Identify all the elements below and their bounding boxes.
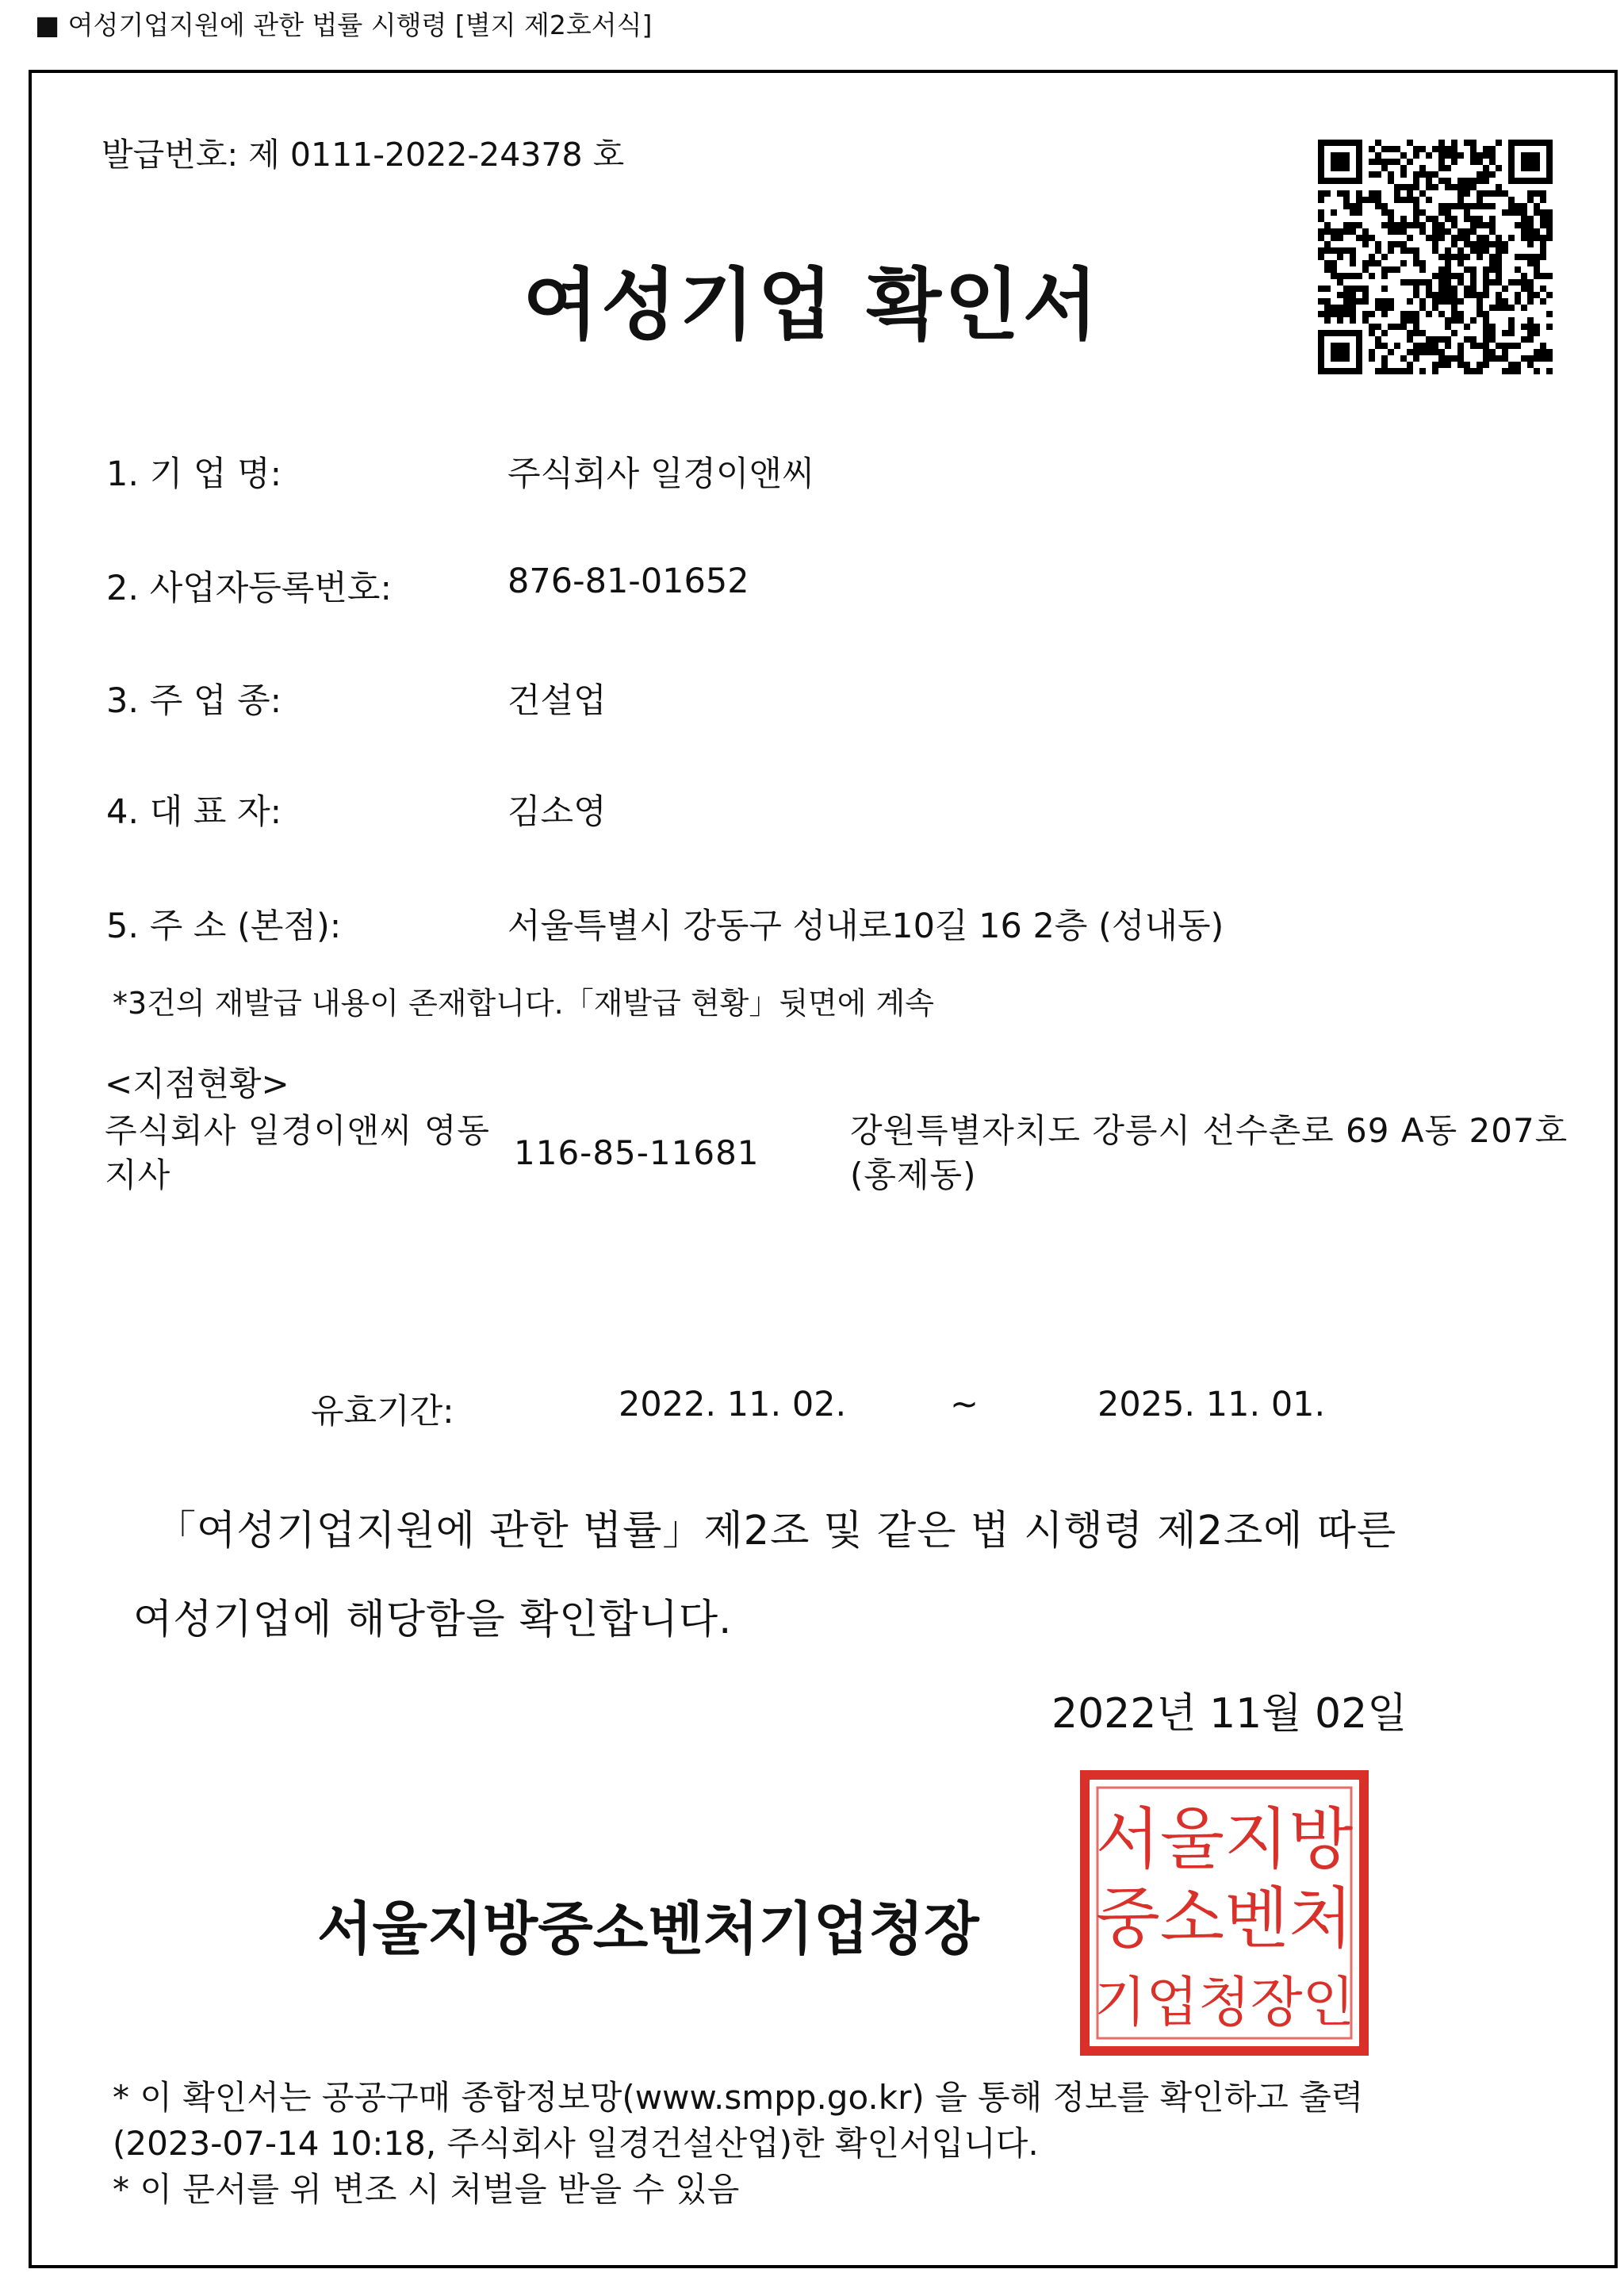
branch-address: 강원특별자치도 강릉시 선수촌로 69 A동 207호 (홍제동) bbox=[850, 1111, 1568, 1194]
field-label: 2. 사업자등록번호: bbox=[106, 569, 392, 608]
field-value: 건설업 bbox=[508, 681, 607, 721]
issue-date: 2022년 11월 02일 bbox=[1051, 1690, 1408, 1738]
seal-text: 중소벤처 bbox=[1095, 1880, 1354, 1957]
branch-name: 주식회사 일경이앤씨 영동지사 bbox=[105, 1111, 490, 1194]
seal-text: 기업청장인 bbox=[1094, 1972, 1355, 2034]
footnote: * 이 문서를 위 변조 시 처벌을 받을 수 있음 bbox=[113, 2170, 740, 2209]
footnote: * 이 확인서는 공공구매 종합정보망(www.smpp.go.kr) 을 통해 정보를 확인하고 출력 bbox=[113, 2078, 1364, 2117]
field-label: 4. 대 표 자: bbox=[106, 792, 282, 832]
field-value: 876-81-01652 bbox=[508, 562, 749, 601]
branch-reg-number: 116-85-11681 bbox=[514, 1133, 760, 1172]
official-seal-icon bbox=[1078, 1769, 1370, 2057]
field-label: 3. 주 업 종: bbox=[106, 681, 282, 721]
validity-separator: ~ bbox=[950, 1385, 979, 1424]
certificate-title: 여성기업 확인서 bbox=[523, 260, 1101, 351]
issue-number: 발급번호: 제 0111-2022-24378 호 bbox=[102, 136, 625, 174]
form-reference: ■ 여성기업지원에 관한 법률 시행령 [별지 제2호서식] bbox=[35, 10, 653, 40]
footnote: (2023-07-14 10:18, 주식회사 일경건설산업)한 확인서입니다. bbox=[113, 2124, 1039, 2163]
issuing-authority: 서울지방중소벤처기업청장 bbox=[317, 1895, 979, 1962]
field-label: 1. 기 업 명: bbox=[106, 454, 282, 494]
validity-end: 2025. 11. 01. bbox=[1097, 1385, 1326, 1424]
qr-code-icon bbox=[1318, 140, 1553, 374]
seal-text: 서울지방 bbox=[1095, 1800, 1354, 1878]
branch-header: <지점현황> bbox=[105, 1064, 289, 1103]
reissue-note: *3건의 재발급 내용이 존재합니다.「재발급 현황」뒷면에 계속 bbox=[113, 986, 934, 1021]
field-value: 김소영 bbox=[508, 792, 607, 832]
validity-label: 유효기간: bbox=[311, 1392, 454, 1432]
field-value: 서울특별시 강동구 성내로10길 16 2층 (성내동) bbox=[508, 907, 1224, 946]
confirmation-text-line: 「여성기업지원에 관한 법률」제2조 및 같은 법 시행령 제2조에 따른 bbox=[155, 1508, 1397, 1554]
confirmation-text-line: 여성기업에 해당함을 확인합니다. bbox=[133, 1596, 733, 1643]
field-value: 주식회사 일경이앤씨 bbox=[508, 454, 815, 494]
field-label: 5. 주 소 (본점): bbox=[106, 907, 342, 946]
validity-start: 2022. 11. 02. bbox=[619, 1385, 847, 1424]
